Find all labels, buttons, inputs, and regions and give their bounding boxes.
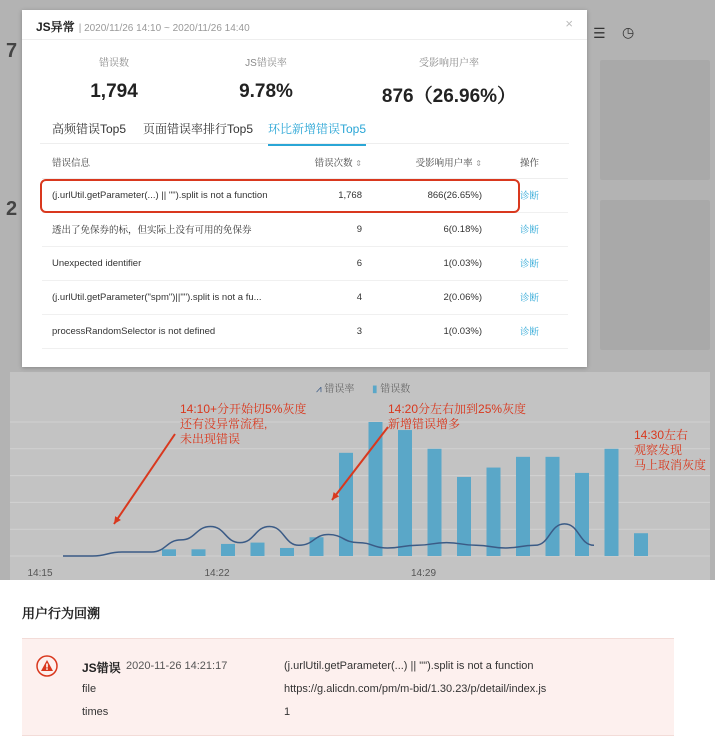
table-row	[42, 212, 568, 246]
error-message: processRandomSelector is not defined	[42, 314, 282, 348]
bar-error-count	[428, 449, 442, 556]
affected-users: 1(0.03%)	[362, 246, 482, 280]
bar-error-count	[634, 533, 648, 556]
bg-card	[600, 200, 710, 350]
table-row	[42, 246, 568, 280]
diagnose-link[interactable]: 诊断	[520, 327, 540, 338]
bar-error-count	[221, 544, 235, 556]
error-message: 透出了免保券的标，但实际上没有可用的免保券	[42, 212, 282, 246]
affected-users: 866(26.65%)	[362, 178, 482, 212]
affected-users: 1(0.03%)	[362, 314, 482, 348]
legend-error-count[interactable]: ▮ 错误数	[372, 384, 411, 395]
modal-header	[22, 10, 587, 40]
error-count: 9	[282, 212, 362, 246]
diagnose-link[interactable]: 诊断	[520, 259, 540, 270]
modal-time-range: | 2020/11/26 14:10 ~ 2020/11/26 14:40	[78, 23, 250, 34]
bar-error-count	[487, 468, 501, 556]
chart-plot	[10, 372, 710, 580]
event-message: (j.urlUtil.getParameter(...) || "").split is not a function	[284, 660, 534, 672]
stat-label: 错误数	[99, 58, 129, 69]
bar-error-count	[162, 549, 176, 556]
bar-error-count	[310, 537, 324, 556]
warning-icon	[36, 655, 58, 677]
stat-value: 9.78%	[239, 81, 293, 102]
line-error-rate	[63, 524, 594, 556]
error-count: 1,768	[282, 178, 362, 212]
error-message: Unexpected identifier	[42, 246, 282, 280]
bar-error-count	[280, 548, 294, 556]
x-tick-label: 14:29	[410, 568, 437, 579]
col-operation: 操作	[482, 146, 568, 178]
affected-users: 6(0.18%)	[362, 212, 482, 246]
modal-title: JS异常	[36, 20, 75, 34]
col-error-info: 错误信息	[42, 146, 282, 178]
stat-label: JS错误率	[245, 58, 287, 69]
file-label: file	[82, 683, 97, 695]
diagnose-link[interactable]: 诊断	[520, 225, 540, 236]
annotation-5-percent: 14:10+分开始切5%灰度 还有没异常流程, 未出现错误	[180, 402, 307, 446]
error-table	[42, 146, 568, 349]
col-affected-users[interactable]: 受影响用户率 ⇕	[362, 146, 482, 178]
col-error-count[interactable]: 错误次数 ⇕	[282, 146, 362, 178]
bg-fragment: 7	[6, 40, 18, 62]
error-count: 3	[282, 314, 362, 348]
annotation-cancel: 14:30左右 观察发现 马上取消灰度	[634, 428, 707, 472]
error-count: 4	[282, 280, 362, 314]
bg-fragment: 2	[6, 198, 18, 220]
stat-value: 876（26.96%）	[381, 86, 517, 107]
error-message: (j.urlUtil.getParameter(...) || "").split is not a function	[42, 178, 282, 212]
sort-icon[interactable]: ⇕	[475, 158, 482, 168]
js-error-modal	[22, 10, 587, 367]
times-label: times	[82, 706, 109, 718]
event-type: JS错误	[82, 661, 121, 675]
table-header	[42, 146, 568, 178]
tab-new-errors[interactable]: 环比新增错误Top5	[268, 120, 366, 146]
stat-affected-users	[364, 54, 534, 108]
error-count: 6	[282, 246, 362, 280]
times-value: 1	[284, 706, 291, 718]
highlight-box	[40, 179, 520, 213]
event-timestamp: 2020-11-26 14:21:17	[126, 660, 228, 672]
sort-icon[interactable]: ⇕	[355, 158, 362, 168]
legend-error-rate[interactable]: ⩘ 错误率	[316, 384, 355, 395]
clock-icon[interactable]: ◷	[622, 24, 635, 40]
close-icon[interactable]: ×	[565, 16, 573, 31]
tab-page-error-rate[interactable]: 页面错误率排行Top5	[143, 122, 254, 136]
annotation-arrow	[114, 434, 175, 524]
diagnose-link[interactable]: 诊断	[520, 293, 540, 304]
bar-error-count	[192, 549, 206, 556]
bg-card	[600, 60, 710, 180]
diagnose-link[interactable]: 诊断	[520, 191, 540, 202]
stat-label: 受影响用户率	[419, 58, 479, 69]
stat-error-count	[54, 54, 174, 103]
bar-error-count	[605, 449, 619, 556]
bar-error-count	[398, 430, 412, 556]
affected-users: 2(0.06%)	[362, 280, 482, 314]
behaviour-event[interactable]	[22, 638, 674, 736]
list-icon[interactable]: ☰	[593, 25, 606, 41]
file-value[interactable]: https://g.alicdn.com/pm/m-bid/1.30.23/p/detail/index.js	[284, 683, 547, 695]
tab-high-frequency[interactable]: 高频错误Top5	[52, 122, 127, 136]
stat-value: 1,794	[90, 81, 138, 102]
modal-tabs	[40, 118, 569, 144]
stat-error-rate	[206, 54, 326, 103]
annotation-25-percent: 14:20分左右加到25%灰度 新增错误增多	[388, 402, 527, 431]
x-tick-label: 14:15	[27, 568, 53, 579]
error-message: (j.urlUtil.getParameter("spm")||"").split is not a fu...	[42, 280, 282, 314]
error-chart	[10, 372, 710, 580]
x-tick-label: 14:22	[204, 568, 230, 579]
table-row	[42, 314, 568, 348]
table-row	[42, 280, 568, 314]
bar-error-count	[251, 543, 265, 556]
bar-error-count	[516, 457, 530, 556]
bar-error-count	[546, 457, 560, 556]
section-title: 用户行为回溯	[22, 606, 101, 621]
